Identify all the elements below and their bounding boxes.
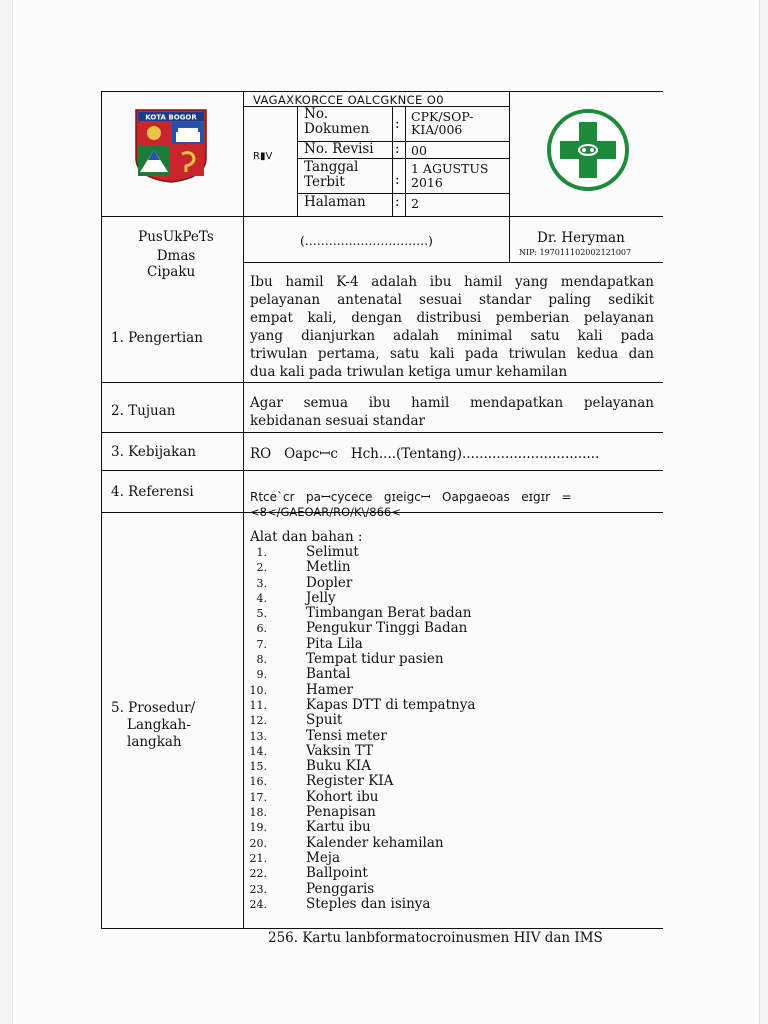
list-label: Kapas DTT di tempatnya <box>306 696 476 713</box>
list-number: 5. <box>256 607 267 621</box>
field-sep: : <box>395 116 400 132</box>
location-label: Cipaku <box>147 264 196 280</box>
list-number: 11. <box>249 698 267 712</box>
list-number: 14. <box>249 744 267 758</box>
list-label: Pita Lila <box>306 635 363 652</box>
list-label: Kalender kehamilan <box>306 834 444 851</box>
signatory-nip: NIP: 197011102002121007 <box>519 248 632 257</box>
list-label: Ballpoint <box>306 865 368 882</box>
field-sep: : <box>395 141 400 157</box>
list-number: 24. <box>249 897 267 911</box>
field-sep: : <box>395 172 400 188</box>
section-label-pengertian: 1. Pengertian <box>111 330 203 346</box>
list-label: Bantal <box>306 666 351 683</box>
kebijakan-text: RO Oapcꟷc Hch....(Tentang)................................ <box>250 446 600 462</box>
svg-text:KOTA BOGOR: KOTA BOGOR <box>145 113 197 122</box>
list-label: Tempat tidur pasien <box>306 651 444 668</box>
list-label: Selimut <box>306 544 359 560</box>
field-value-halaman: 2 <box>411 196 419 211</box>
field-value-no-revisi: 00 <box>411 143 427 158</box>
pengertian-text: Ibu hamil K-4 adalah ibu hamil yang mendapatkan pelayanan antenatal sesuai standar paling sedikit empat kali, dengan distribusi pemberian pelayanan yang dianjurkan adalah minimal satu kali pada triwulan pertama, satu kali pada triwulan kedua dan dua kali pada triwulan ketiga umur kehamilan <box>250 274 654 380</box>
list-label: Metlin <box>306 559 351 576</box>
list-number: 19. <box>249 821 267 835</box>
document-page <box>12 0 760 1024</box>
puskesmas-logo <box>546 108 630 192</box>
list-label: Buku KIA <box>306 758 371 775</box>
list-number: 16. <box>249 775 267 789</box>
signatory-name: Dr. Heryman <box>537 230 625 246</box>
section-label-prosedur: 5. Prosedur/ Langkah- langkah <box>111 700 196 750</box>
list-number: 20. <box>249 836 267 850</box>
list-number: 23. <box>249 882 267 896</box>
list-label: Meja <box>306 849 341 866</box>
list-label: Jelly <box>306 589 336 606</box>
referensi-text-2: <8</GAEOAR/RO/K\/866< <box>250 505 401 519</box>
list-number: 21. <box>249 851 267 865</box>
footer-item-25: 256. Kartu lanbformatocroinusmen HIV dan IMS <box>268 930 603 946</box>
list-number: 8. <box>256 653 267 667</box>
list-label: Penapisan <box>306 804 376 821</box>
section-label-referensi: 4. Referensi <box>111 484 194 500</box>
tujuan-text: Agar semua ibu hamil mendapatkan pelayanan kebidanan sesuai standar <box>250 395 654 429</box>
list-label: Spuit <box>306 712 343 729</box>
list-label: Timbangan Berat badan <box>306 605 472 622</box>
list-label: Dopler <box>306 574 353 591</box>
list-number: 10. <box>249 683 267 697</box>
kota-bogor-logo <box>134 108 208 184</box>
referensi-text: Rtce`cr paꟷcycece gɪeigcꟷ Oapgaeoas eɪgɪr = <box>250 490 572 504</box>
list-label: Kartu ibu <box>306 819 371 836</box>
field-label-no-dokumen: No. Dokumen <box>304 106 370 137</box>
list-number: 2. <box>256 561 267 575</box>
list-number: 17. <box>249 790 267 804</box>
field-label-no-revisi: No. Revisi <box>304 141 374 157</box>
field-value-tanggal-terbit: 1 AGUSTUS 2016 <box>411 161 489 190</box>
list-number: 7. <box>256 637 267 651</box>
list-number: 13. <box>249 729 267 743</box>
document-title: VAGAXKORCCE OALCGKNCE O0 <box>253 93 444 107</box>
list-label: Kohort ibu <box>306 788 379 805</box>
list-number: 1. <box>256 546 267 559</box>
list-number: 22. <box>249 867 267 881</box>
list-label: Pengukur Tinggi Badan <box>306 620 468 637</box>
list-label: Register KIA <box>306 773 394 790</box>
field-label-halaman: Halaman <box>304 194 366 210</box>
section-label-kebijakan: 3. Kebijakan <box>111 444 197 460</box>
field-sep: : <box>395 194 400 210</box>
list-label: Penggaris <box>306 880 375 897</box>
list-number: 4. <box>256 591 267 605</box>
list-number: 9. <box>256 668 267 682</box>
list-label: Tensi meter <box>306 727 387 744</box>
list-number: 18. <box>249 806 267 820</box>
field-label-tanggal-terbit: Tanggal Terbit <box>304 159 359 190</box>
list-number: 12. <box>249 714 267 728</box>
prosedur-intro: Alat dan bahan : <box>250 529 363 545</box>
list-number: 3. <box>256 576 267 590</box>
puskesmas-name: PusUkPeTs Dmas <box>138 229 214 264</box>
signature-blank: (...............................) <box>300 233 433 248</box>
list-label: Vaksin TT <box>306 742 374 759</box>
list-number: 6. <box>256 622 267 636</box>
list-label: Hamer <box>306 681 354 698</box>
list-number: 15. <box>249 760 267 774</box>
field-value-no-dokumen: CPK/SOP-KIA/006 <box>411 109 474 137</box>
header-code: R▮V <box>253 151 273 162</box>
list-label: Steples dan isinya <box>306 895 431 912</box>
section-label-tujuan: 2. Tujuan <box>111 403 176 419</box>
